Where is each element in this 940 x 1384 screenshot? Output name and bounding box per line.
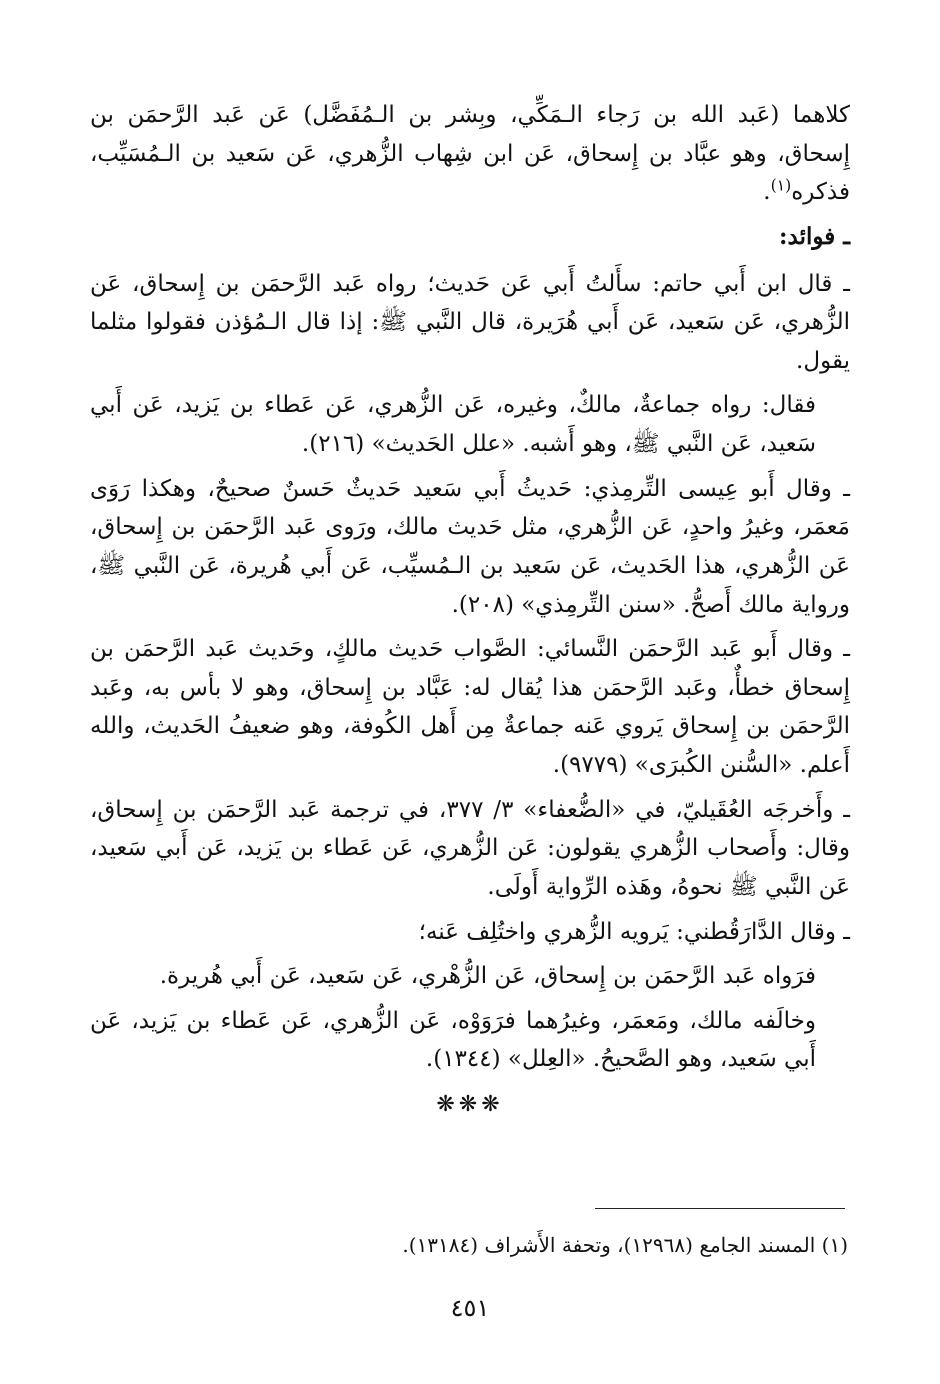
paragraph: فرَواه عَبد الرَّحمَن بن إِسحاق، عَن الزُّهْري، عَن سَعيد، عَن أَبي هُريرة.	[159, 963, 816, 990]
main-text	[90, 96, 850, 1130]
footnote-after-marker: .	[763, 179, 771, 206]
page-number: ٤٥١	[450, 1294, 490, 1322]
section-separator: ❋❋❋	[436, 1092, 504, 1117]
paragraph: وخالَفه مالك، ومَعمَر، وغيرُهما فرَوَوْه، عَن الزُّهري، عَن عَطاء بن يَزيد، عَن أَبي سَعيد، وهو الصَّحيحُ. «العِلل» (١٣٤٤).	[90, 1007, 816, 1073]
opening-paragraph	[90, 96, 850, 212]
footnote: (١) المسند الجامع (١٢٩٦٨)، وتحفة الأَشراف (١٣١٨٤).	[402, 1233, 848, 1257]
opening-paragraph-text: كلاهما (عَبد الله بن رَجاء الـمَكِّي، وبِشر بن الـمُفَضَّل) عَن عَبد الرَّحمَن بن إِسحاق، وهو عبَّاد بن إِسحاق، عَن ابن شِهاب الزُّهري، عَن سَعيد بن الـمُسَيِّب، فذكره	[90, 102, 850, 206]
footnote-reference: (١)	[770, 175, 792, 195]
paragraph: ـ قال ابن أَبي حاتم: سأَلتُ أَبي عَن حَديث؛ رواه عَبد الرَّحمَن بن إِسحاق، عَن الزُّهري، عَن سَعيد، عَن أَبي هُرَيرة، قال النَّبي ﷺ: إذا قال الـمُؤذن فقولوا مثلما يقول.	[90, 270, 850, 374]
footnote-divider	[595, 1208, 845, 1209]
paragraph: ـ وأَخرجَه العُقَيليّ، في «الضُّعفاء» ٣/ ٣٧٧، في ترجمة عَبد الرَّحمَن بن إِسحاق، وقال: وأَصحاب الزُّهري يقولون: عَن الزُّهري، عَن عَطاء بن يَزيد، عَن أَبي سَعيد، عَن النَّبي ﷺ نحوهُ، وهَذه الرِّواية أَولَى.	[90, 796, 851, 900]
paragraph: ـ وقال أَبو عَبد الرَّحمَن النَّسائي: الصَّواب حَديث مالكٍ، وحَديث عَبد الرَّحمَن بن إِسحاق خطأٌ، وعَبد الرَّحمَن هذا يُقال له: عَبَّاد بن إِسحاق، وهو لا بأس به، وعَبد الرَّحمَن بن إِسحاق يَروي عَنه جماعةٌ مِن أَهل الكُوفة، وهو ضعيفُ الحَديث، والله أَعلم. «السُّنن الكُبرَى» (٩٧٧٩).	[90, 636, 850, 778]
paragraph: ـ وقال الدَّارَقُطني: يَرويه الزُّهري واختُلِف عَنه؛	[418, 918, 850, 945]
paragraph: فقال: رواه جماعةٌ، مالكٌ، وغيره، عَن الزُّهري، عَن عَطاء بن يَزيد، عَن أَبي سَعيد، عَن النَّبي ﷺ، وهو أَشبه. «علل الحَديث» (٢١٦).	[90, 392, 816, 457]
section-heading: ـ فوائد:	[779, 222, 850, 250]
paragraph: ـ وقال أَبو عِيسى التِّرمِذي: حَديثُ أَبي سَعيد حَديثٌ حَسنٌ صحيحٌ، وهكذا رَوَى مَعمَر، وغيرُ واحدٍ، عَن الزُّهري، مثل حَديث مالك، ورَوى عَبد الرَّحمَن بن إِسحاق، عَن الزُّهري، هذا الحَديث، عَن سَعيد بن الـمُسيِّب، عَن أَبي هُريرة، عَن النَّبي ﷺ، ورواية مالك أَصحُّ. «سنن التِّرمِذي» (٢٠٨).	[90, 475, 850, 618]
